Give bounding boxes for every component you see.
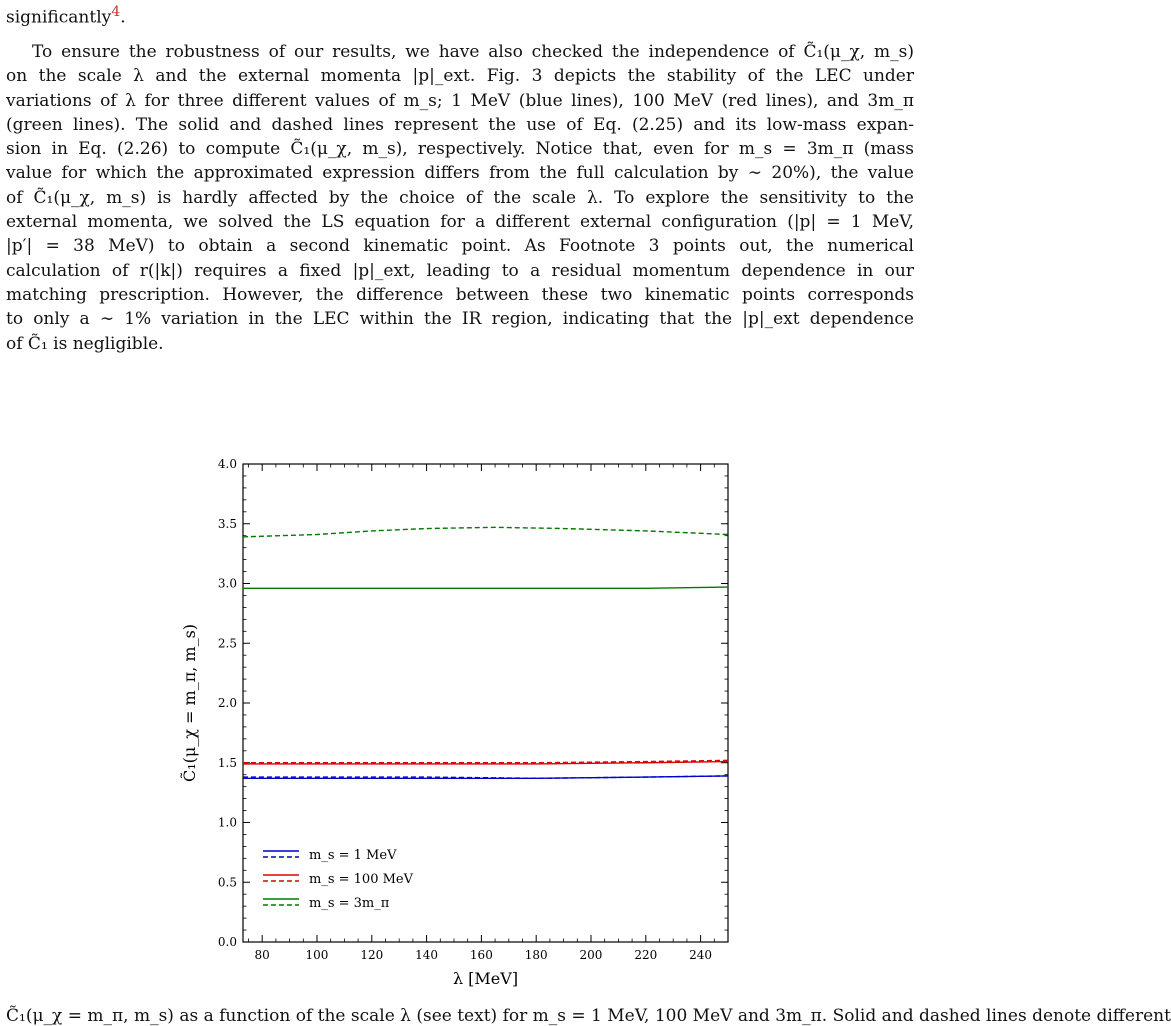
legend-label: m_s = 100 MeV [309,872,413,887]
paragraph-main [6,40,914,356]
y-tick-label: 2.0 [217,696,237,710]
y-tick-label: 3.0 [217,576,237,591]
paragraph-line: calculation of r(|k|) requires a fixed |p|_ext, leading to a residual momentum dependence in our [6,260,914,281]
paragraph-line: |p′| = 38 MeV) to obtain a second kinematic point. As Footnote 3 points out, the numerical [6,236,914,257]
paragraph-line: To ensure the robustness of our results, we have also checked the independence of C̃₁(μ_χ, m_s) [32,42,914,62]
x-tick-label: 100 [305,948,329,962]
paragraph-line: external momenta, we solved the LS equation for a different external configuration (|p| = 1 MeV, [6,212,914,233]
paragraph-line: value for which the approximated expression differs from the full calculation by ∼ 20%), the value [6,163,914,184]
x-tick-label: 180 [524,948,548,962]
paragraph-line: matching prescription. However, the difference between these two kinematic points corresponds [6,284,914,305]
x-axis-label: λ [MeV] [452,969,519,988]
x-tick-label: 240 [689,948,713,962]
y-tick-label: 2.5 [217,636,237,651]
figure [160,452,740,997]
x-tick-label: 120 [360,948,384,962]
x-tick-label: 220 [634,948,658,962]
paragraph-top-end: . [120,7,126,28]
x-tick-label: 200 [579,948,603,962]
paragraph-line: (green lines). The solid and dashed lines represent the use of Eq. (2.25) and its low-mass expan- [6,114,914,135]
y-tick-label: 3.5 [217,516,237,531]
plot-frame [243,464,728,942]
legend-label: m_s = 3m_π [309,896,390,911]
y-tick-label: 1.5 [217,755,237,770]
paragraph-line: of C̃₁(μ_χ, m_s) is hardly affected by the choice of the scale λ. To explore the sensitivity to the [6,187,914,208]
paragraph-line: to only a ∼ 1% variation in the LEC within the IR region, indicating that the |p|_ext dependence [6,309,914,330]
paragraph-top-text: significantly [6,7,112,28]
y-tick-label: 0.5 [217,875,237,890]
y-axis-label: C̃₁(μ_χ = m_π, m_s) [180,623,199,783]
paragraph-line: on the scale λ and the external momenta |p|_ext. Fig. 3 depicts the stability of the LEC under [6,66,914,87]
y-tick-label: 4.0 [217,457,237,471]
paragraph-line: sion in Eq. (2.26) to compute C̃₁(μ_χ, m_s), respectively. Notice that, even for m_s = 3m_π (mass [6,139,914,160]
figure-caption: C̃₁(μ_χ = m_π, m_s) as a function of the scale λ (see text) for m_s = 1 MeV, 100 MeV and 3m_π. Solid and dashed lines denote different [6,1006,1171,1026]
line-chart [160,452,740,997]
y-tick-label: 1.0 [217,815,237,830]
paragraph-line: variations of λ for three different values of m_s; 1 MeV (blue lines), 100 MeV (red lines), and 3m_π [6,90,914,111]
legend-label: m_s = 1 MeV [309,848,397,863]
series-line-4 [243,587,728,588]
x-tick-label: 140 [415,948,439,962]
footnote-ref[interactable]: 4 [111,4,121,20]
series-line-5 [243,527,728,537]
x-tick-label: 80 [254,948,270,962]
paragraph-line: of C̃₁ is negligible. [6,333,164,354]
y-tick-label: 0.0 [217,935,237,949]
paragraph-top [6,0,914,30]
x-tick-label: 160 [469,948,493,962]
